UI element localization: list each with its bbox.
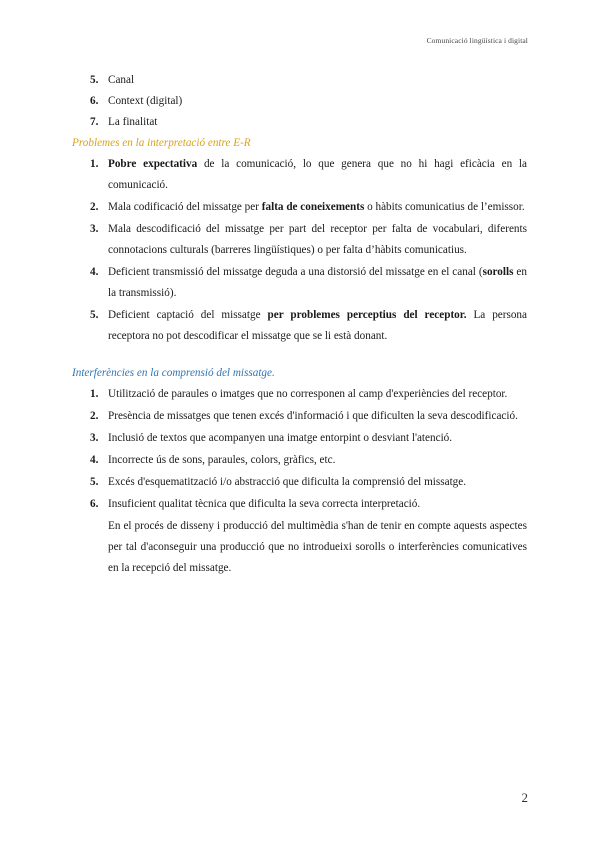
item-text: Mala codificació del missatge per — [108, 201, 262, 213]
item-bold-text: Pobre expectativa — [108, 158, 198, 170]
item-text: Insuficient qualitat tècnica que dificulta la seva correcta interpretació. — [108, 498, 421, 510]
item-text: Deficient transmissió del missatge deguda a una distorsió del missatge en el canal ( — [108, 266, 483, 278]
interferences-list — [72, 384, 527, 515]
item-number: 2 . — [90, 197, 98, 218]
list-item — [72, 305, 527, 347]
item-text: en la transmissió). — [108, 266, 527, 299]
list-item — [72, 384, 527, 405]
list-item — [72, 494, 527, 515]
page-number: 2 — [521, 790, 528, 805]
item-text: La finalitat — [108, 116, 158, 128]
section-heading-interferences: Interferències en la comprensió del missatge. — [72, 367, 275, 379]
item-number: 7 . — [90, 112, 98, 133]
item-number: 4 . — [90, 262, 98, 283]
item-text: de la comunicació, lo que genera que no hi hagi eficàcia en la comunicació. — [108, 158, 527, 191]
item-bold-text: falta de coneixements — [261, 201, 365, 213]
running-header: Comunicació lingüística i digital — [426, 36, 528, 45]
item-text: Context (digital) — [108, 95, 183, 107]
list-item — [72, 219, 527, 261]
section-heading-interpretation: Problemes en la interpretació entre E-R — [72, 137, 251, 149]
list-item — [72, 91, 527, 112]
list-item — [72, 262, 527, 304]
list-item — [72, 70, 527, 91]
page-content — [72, 70, 527, 579]
list-item — [72, 154, 527, 196]
list-item — [72, 450, 527, 471]
list-item — [72, 112, 527, 133]
list-item — [72, 406, 527, 427]
list-item — [72, 428, 527, 449]
item-number: 2 . — [90, 406, 98, 427]
list-item — [72, 197, 527, 218]
interpretation-problems-list — [72, 154, 527, 347]
item-number: 4 . — [90, 450, 98, 471]
continued-list — [72, 70, 527, 133]
item-text: Inclusió de textos que acompanyen una imatge entorpint o desviant l'atenció. — [108, 432, 453, 444]
item-bold-text: per problemes perceptius del receptor. — [267, 309, 467, 321]
item-number: 5 . — [90, 305, 98, 326]
item-number: 3 . — [90, 428, 98, 449]
item-number: 1 . — [90, 154, 98, 175]
item-number: 5 . — [90, 472, 98, 493]
item-text: Mala descodificació del missatge per part del receptor per falta de vocabulari, diferents connotacions culturals (barreres lingüístiques) o per falta d’hàbits comunicatius. — [108, 223, 527, 256]
item-text: o hàbits comunicatius de l’emissor. — [364, 201, 525, 213]
item-bold-text: sorolls — [482, 266, 514, 278]
closing-paragraph: En el procés de disseny i producció del multimèdia s'han de tenir en compte aquests aspectes per tal d'aconseguir una producció que no introdueixi sorolls o interferències comunicatives en la recepció del missatge. — [108, 520, 527, 574]
item-number: 5 . — [90, 70, 98, 91]
item-number: 6 . — [90, 91, 98, 112]
item-text: Canal — [108, 74, 135, 86]
list-item — [72, 472, 527, 493]
item-text: Excés d'esquematització i/o abstracció que dificulta la comprensió del missatge. — [108, 476, 467, 488]
item-text: La persona receptora no pot descodificar el missatge que se li està donant. — [108, 309, 527, 342]
item-text: Presència de missatges que tenen excés d'informació i que dificulten la seva descodificació. — [108, 410, 518, 422]
item-number: 6 . — [90, 494, 98, 515]
item-number: 1 . — [90, 384, 98, 405]
item-text: Deficient captació del missatge — [108, 309, 268, 321]
item-text: Utilització de paraules o imatges que no corresponen al camp d'experiències del receptor. — [108, 388, 508, 400]
item-text: Incorrecte ús de sons, paraules, colors, gràfics, etc. — [108, 454, 336, 466]
item-number: 3 . — [90, 219, 98, 240]
